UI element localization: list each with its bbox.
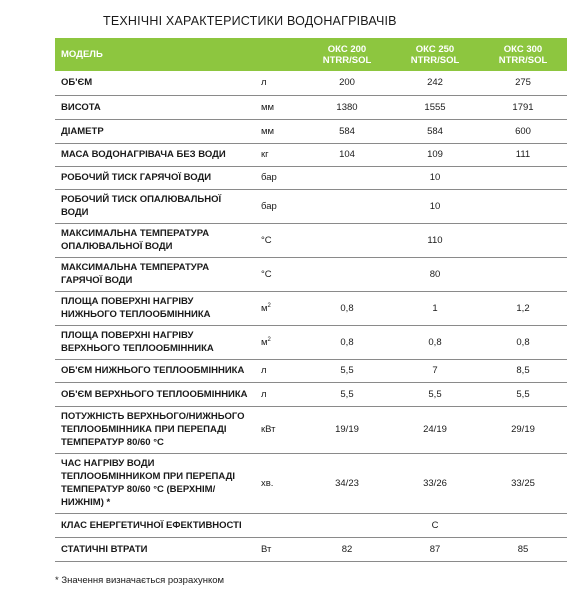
row-value: 8,5 [479, 359, 567, 382]
table-row [55, 257, 567, 291]
row-parameter: КЛАС ЕНЕРГЕТИЧНОЇ ЕФЕКТИВНОСТІ [55, 513, 255, 537]
row-parameter: МАКСИМАЛЬНА ТЕМПЕРАТУРА ОПАЛЮВАЛЬНОЇ ВОДИ [55, 223, 255, 257]
row-parameter: ОБ'ЄМ [55, 71, 255, 95]
header-unit [255, 38, 303, 71]
footnote: * Значення визначається розрахунком [55, 575, 225, 586]
row-shared-value: 10 [303, 166, 567, 189]
table-row [55, 143, 567, 166]
row-value: 82 [303, 537, 391, 561]
row-value: 600 [479, 119, 567, 143]
table-row [55, 95, 567, 119]
unit-text: л [261, 77, 267, 89]
header-model-3 [479, 38, 567, 71]
row-value: 1555 [391, 95, 479, 119]
row-unit [255, 291, 303, 325]
row-value: 1791 [479, 95, 567, 119]
row-value: 34/23 [303, 453, 391, 513]
unit-text: м [261, 302, 268, 314]
header-model-suffix: NTRR/SOL [498, 54, 548, 66]
unit-text: кг [261, 149, 269, 160]
row-unit [255, 223, 303, 257]
header-model-suffix: NTRR/SOL [410, 54, 460, 66]
table-row [55, 537, 567, 561]
header-model-name: ОКС 250 [415, 43, 455, 55]
row-parameter: СТАТИЧНІ ВТРАТИ [55, 537, 255, 561]
row-value: 29/19 [479, 406, 567, 453]
row-unit [255, 71, 303, 95]
row-unit [255, 189, 303, 223]
unit-text: мм [261, 101, 275, 113]
row-parameter: ЧАС НАГРІВУ ВОДИ ТЕПЛООБМІННИКОМ ПРИ ПЕРЕПАДІ ТЕМПЕРАТУР 80/60 °С (ВЕРХНІМ/НИЖНІМ) * [55, 453, 255, 513]
row-value: 1 [391, 291, 479, 325]
row-shared-value: 10 [303, 189, 567, 223]
header-model-1 [303, 38, 391, 71]
table-row [55, 406, 567, 453]
unit-text: л [261, 388, 267, 400]
row-parameter: ПЛОЩА ПОВЕРХНІ НАГРІВУ ВЕРХНЬОГО ТЕПЛООБМІННИКА [55, 325, 255, 359]
header-model-2 [391, 38, 479, 71]
row-shared-value: C [303, 513, 567, 537]
row-value: 104 [303, 143, 391, 166]
row-parameter: РОБОЧИЙ ТИСК ОПАЛЮВАЛЬНОЇ ВОДИ [55, 189, 255, 223]
row-value: 19/19 [303, 406, 391, 453]
unit-text: бар [261, 200, 277, 212]
unit-text: кВт [261, 424, 276, 435]
row-value: 7 [391, 359, 479, 382]
row-value: 5,5 [303, 382, 391, 406]
row-parameter: МАСА ВОДОНАГРІВАЧА БЕЗ ВОДИ [55, 143, 255, 166]
row-unit [255, 453, 303, 513]
row-unit [255, 359, 303, 382]
row-parameter: МАКСИМАЛЬНА ТЕМПЕРАТУРА ГАРЯЧОЇ ВОДИ [55, 257, 255, 291]
row-value: 0,8 [391, 325, 479, 359]
table-row [55, 189, 567, 223]
row-value: 0,8 [479, 325, 567, 359]
row-value: 5,5 [303, 359, 391, 382]
unit-text: мм [261, 125, 275, 137]
unit-superscript: 2 [267, 302, 271, 309]
row-parameter: ПЛОЩА ПОВЕРХНІ НАГРІВУ НИЖНЬОГО ТЕПЛООБМІННИКА [55, 291, 255, 325]
table-row [55, 453, 567, 513]
row-unit [255, 537, 303, 561]
row-parameter: ДІАМЕТР [55, 119, 255, 143]
unit-text: °С [261, 268, 272, 280]
row-value: 109 [391, 143, 479, 166]
row-unit [255, 143, 303, 166]
table-row [55, 291, 567, 325]
row-shared-value: 110 [303, 223, 567, 257]
table-row [55, 382, 567, 406]
row-parameter: РОБОЧИЙ ТИСК ГАРЯЧОЇ ВОДИ [55, 166, 255, 189]
row-parameter: ОБ'ЄМ НИЖНЬОГО ТЕПЛООБМІННИКА [55, 359, 255, 382]
table-row [55, 513, 567, 537]
row-value: 24/19 [391, 406, 479, 453]
header-model-name: ОКС 200 [327, 43, 367, 55]
row-value: 1380 [303, 95, 391, 119]
page-title: ТЕХНІЧНІ ХАРАКТЕРИСТИКИ ВОДОНАГРІВАЧІВ [103, 14, 397, 28]
row-unit [255, 513, 303, 537]
header-model-suffix: NTRR/SOL [322, 54, 372, 66]
row-value: 33/26 [391, 453, 479, 513]
row-value: 33/25 [479, 453, 567, 513]
row-value: 584 [303, 119, 391, 143]
row-unit [255, 257, 303, 291]
row-value: 111 [479, 143, 567, 166]
row-shared-value: 80 [303, 257, 567, 291]
row-value: 1,2 [479, 291, 567, 325]
unit-text: м [261, 336, 268, 348]
unit-text: Вт [261, 543, 272, 555]
row-parameter: ОБ'ЄМ ВЕРХНЬОГО ТЕПЛООБМІННИКА [55, 382, 255, 406]
unit-text: л [261, 365, 267, 376]
row-unit [255, 119, 303, 143]
header-param: МОДЕЛЬ [55, 38, 255, 71]
row-unit [255, 166, 303, 189]
row-unit [255, 382, 303, 406]
row-unit [255, 325, 303, 359]
row-value: 87 [391, 537, 479, 561]
row-value: 242 [391, 71, 479, 95]
table-row [55, 223, 567, 257]
row-value: 85 [479, 537, 567, 561]
row-value: 584 [391, 119, 479, 143]
table-row [55, 119, 567, 143]
row-value: 5,5 [391, 382, 479, 406]
row-value: 200 [303, 71, 391, 95]
table-row [55, 71, 567, 95]
unit-text: °С [261, 234, 272, 246]
row-value: 0,8 [303, 325, 391, 359]
unit-superscript: 2 [267, 336, 271, 343]
header-model-name: ОКС 300 [503, 43, 543, 55]
table-row [55, 359, 567, 382]
table-row [55, 325, 567, 359]
row-unit [255, 95, 303, 119]
row-unit [255, 406, 303, 453]
row-parameter: ПОТУЖНІСТЬ ВЕРХНЬОГО/НИЖНЬОГО ТЕПЛООБМІННИКА ПРИ ПЕРЕПАДІ ТЕМПЕРАТУР 80/60 °С [55, 406, 255, 453]
row-value: 5,5 [479, 382, 567, 406]
spec-table [55, 38, 567, 562]
row-parameter: ВИСОТА [55, 95, 255, 119]
row-value: 275 [479, 71, 567, 95]
row-value: 0,8 [303, 291, 391, 325]
unit-text: бар [261, 172, 277, 183]
table-header-row [55, 38, 567, 71]
unit-text: хв. [261, 477, 274, 489]
table-row [55, 166, 567, 189]
